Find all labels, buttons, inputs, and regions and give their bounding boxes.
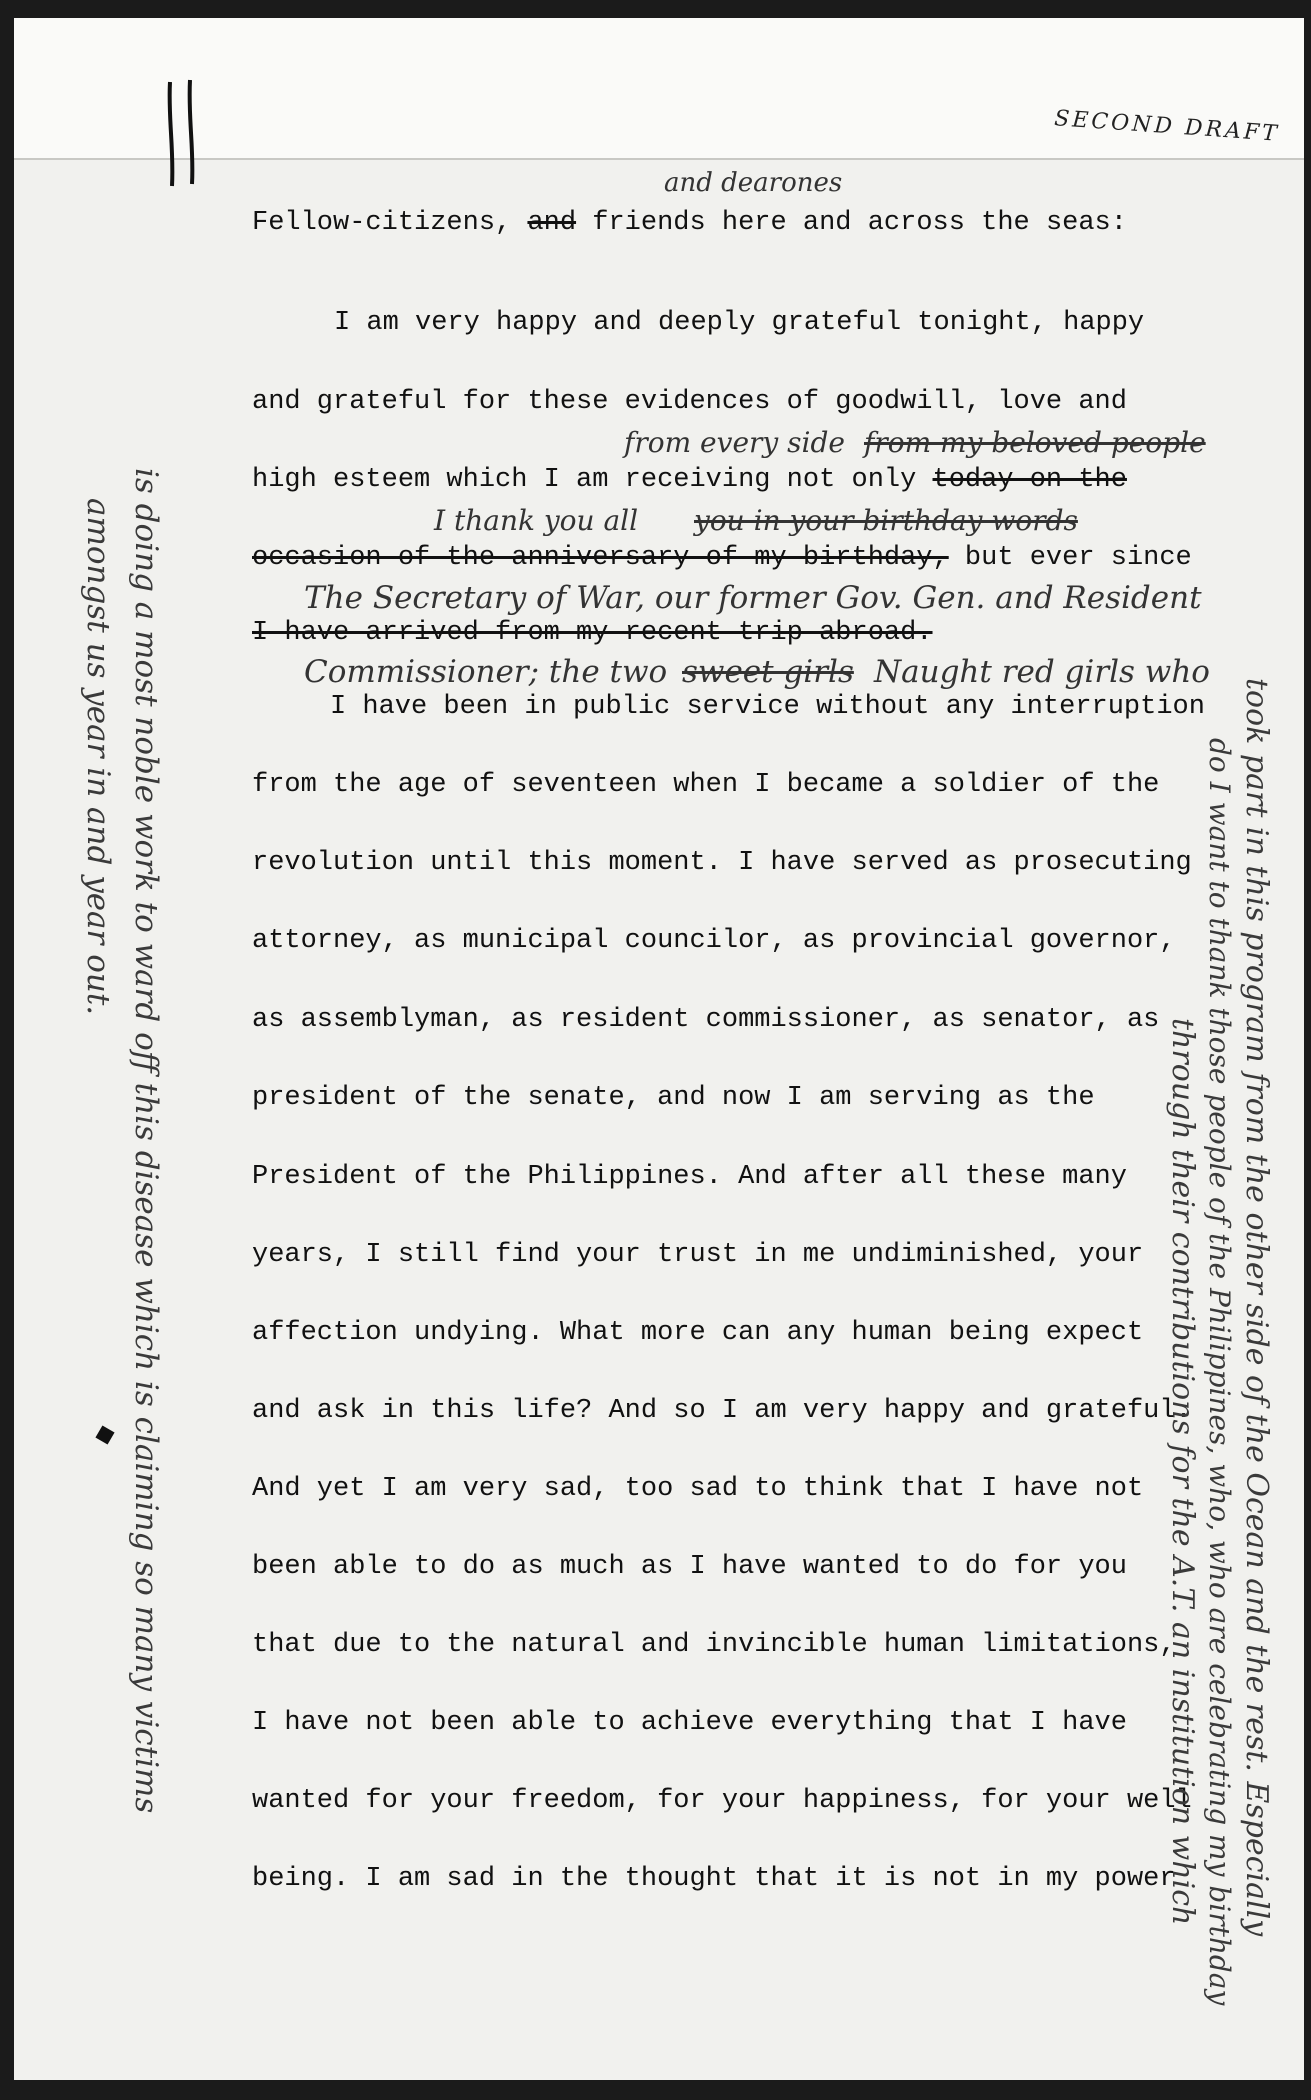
- body-line-11: as assemblyman, as resident commissioner, as senator, as: [252, 1005, 1160, 1035]
- body-line-7: I have been in public service without any interruption: [330, 692, 1205, 722]
- draft-label: SECOND DRAFT: [1053, 106, 1281, 147]
- body-line-10: attorney, as municipal councilor, as provincial governor,: [252, 926, 1176, 956]
- ink-mark: [95, 1425, 114, 1444]
- insertion-from-every-side: from every side: [624, 426, 845, 459]
- body-line-19: that due to the natural and invincible human limitations,: [252, 1630, 1176, 1660]
- line5-text-b: but ever since: [964, 543, 1192, 573]
- left-margin-note-2: amongst us year in and year out.: [80, 498, 116, 1016]
- body-line-16: and ask in this life? And so I am very happy and grateful.: [252, 1396, 1192, 1426]
- line1-struck-and: and: [527, 208, 577, 238]
- line6-struck-text: I have arrived from my recent trip abroad.: [252, 618, 933, 648]
- body-line-22: being. I am sad in the thought that it is not in my power: [252, 1864, 1176, 1894]
- insertion-girls-who: Naught red girls who: [874, 654, 1210, 690]
- body-line-12: president of the senate, and now I am serving as the: [252, 1083, 1095, 1113]
- line1-text-a: Fellow-citizens,: [252, 208, 512, 238]
- line4-text-a: high esteem which I am receiving not only: [252, 465, 917, 495]
- left-margin-note-1: is doing a most noble work to ward off this disease which is claiming so many victims: [128, 468, 164, 1814]
- insertion-and-dearones: and dearones: [664, 168, 843, 198]
- body-line-8: from the age of seventeen when I became a soldier of the: [252, 770, 1160, 800]
- insertion-struck-sweet-girls: sweet girls: [682, 654, 854, 690]
- insertion-struck-beloved-people: from my beloved people: [864, 426, 1206, 459]
- body-line-4: [252, 463, 1127, 497]
- body-line-6: [252, 616, 933, 650]
- body-line-17: And yet I am very sad, too sad to think that I have not: [252, 1474, 1144, 1504]
- body-line-15: affection undying. What more can any human being expect: [252, 1318, 1144, 1348]
- line5-struck-text: occasion of the anniversary of my birthday,: [252, 543, 949, 573]
- insertion-commissioner: Commissioner; the two: [304, 654, 668, 690]
- insertion-thank-you-all: I thank you all: [434, 504, 639, 537]
- line1-text-d: here and across the seas:: [721, 208, 1127, 238]
- line4-struck-today: today on the: [932, 465, 1127, 495]
- right-margin-note-1: took part in this program from the other side of the Ocean and the rest. Especially: [1239, 678, 1274, 1937]
- body-line-5: [252, 541, 1192, 575]
- body-line-20: I have not been able to achieve everything that I have: [252, 1708, 1127, 1738]
- body-line-9: revolution until this moment. I have served as prosecuting: [252, 848, 1192, 878]
- page-header-strip: [14, 18, 1304, 160]
- body-line-14: years, I still find your trust in me undiminished, your: [252, 1240, 1144, 1270]
- document-page: [14, 18, 1304, 2080]
- right-margin-note-2: do I want to thank those people of the Philippines, who, who are celebrating my birthday: [1203, 738, 1236, 2006]
- body-line-13: President of the Philippines. And after all these many: [252, 1162, 1127, 1192]
- body-line-2: I am very happy and deeply grateful tonight, happy: [334, 308, 1145, 338]
- line1-text-c: friends: [592, 208, 706, 238]
- binder-marks-icon: [164, 78, 200, 188]
- body-line-21: wanted for your freedom, for your happiness, for your well: [252, 1786, 1192, 1816]
- body-line-18: been able to do as much as I have wanted to do for you: [252, 1552, 1127, 1582]
- body-line-3: and grateful for these evidences of goodwill, love and: [252, 387, 1127, 417]
- body-line-1: [252, 206, 1127, 240]
- insertion-secretary-of-war: The Secretary of War, our former Gov. Gen. and Resident: [304, 580, 1202, 616]
- right-margin-note-3: through their contributions for the A.T. an institution which: [1165, 1018, 1200, 1926]
- insertion-struck-birthday-words: you in your birthday words: [694, 504, 1078, 537]
